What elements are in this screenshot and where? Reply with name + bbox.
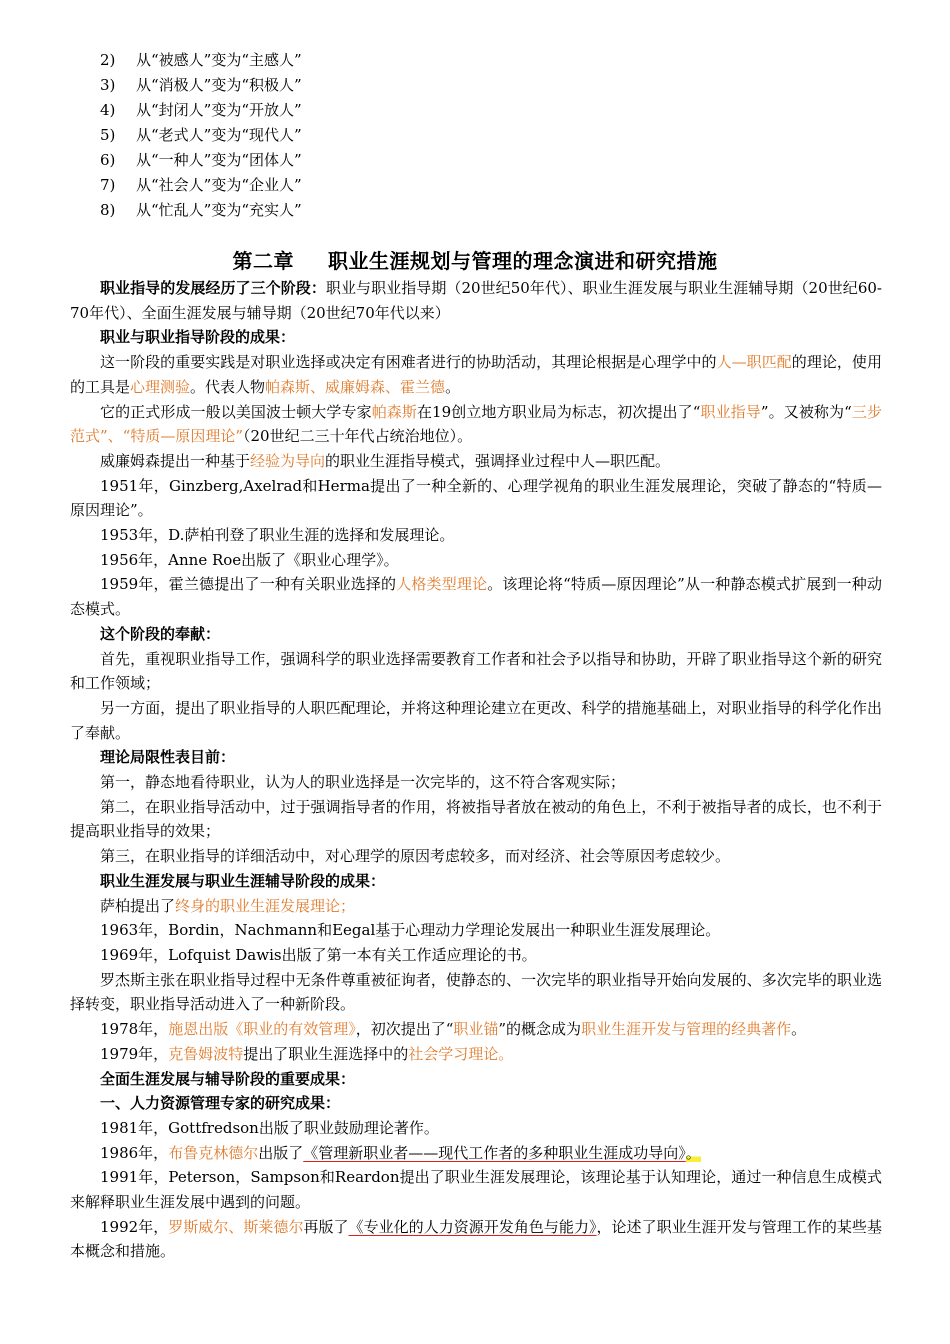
text-run: 罗杰斯主张在职业指导过程中无条件尊重被征询者，使静态的、一次完毕的职业指导开始向发展的、多次完毕的职业选择转变，职业指导活动进入了一种新阶段。 (70, 970, 882, 1014)
text-run: ，初次提出了“ (355, 1020, 454, 1039)
list-item (100, 123, 500, 148)
text-run: 1986年， (100, 1143, 169, 1162)
text-run: 的理论，使用的工具是 (70, 353, 882, 396)
chapter-title: 职业生涯规划与管理的理念演进和研究措施 (328, 249, 718, 273)
text-run: 再版了 (303, 1217, 349, 1236)
paragraph (70, 1067, 882, 1092)
text-run: 第二，在职业指导活动中，过于强调指导者的作用，将被指导者放在被动的角色上，不利于被指导者的成长，也不利于提高职业指导的效果； (70, 797, 882, 841)
paragraph (70, 400, 882, 449)
text-run: 1951年，Ginzberg,Axelrad和Herma提出了一种全新的、心理学视角的职业生涯发展理论，突破了静态的“特质—原因理论”。 (70, 476, 882, 520)
list-item-number: 2) (100, 51, 116, 69)
text-run: 1979年， (100, 1044, 169, 1063)
text-run: 1981年，Gottfredson出版了职业鼓励理论著作。 (100, 1118, 439, 1137)
paragraph (70, 572, 882, 621)
highlighted-term: 人格类型理论 (396, 575, 488, 594)
list-item-text: 从“消极人”变为“积极人” (136, 76, 302, 94)
text-run: 首先，重视职业指导工作，强调科学的职业选择需要教育工作者和社会予以指导和协助，开辟了职业指导这个新的研究和工作领域； (70, 649, 882, 693)
paragraph (70, 770, 882, 795)
text-run: （20世纪二三十年代占统治地位）。 (243, 427, 473, 446)
highlighted-term: 人—职匹配 (716, 353, 792, 372)
text-run: 第三，在职业指导的详细活动中，对心理学的原因考虑较多，而对经济、社会等原因考虑较少。 (100, 847, 731, 866)
highlighted-term: 克鲁姆波特 (168, 1044, 244, 1063)
chapter-number: 第二章 (232, 249, 294, 273)
list-item-number: 8) (100, 201, 116, 219)
highlighted-term: 布鲁克林德尔 (168, 1143, 259, 1162)
text-run: 1978年， (100, 1020, 169, 1039)
chapter-heading (0, 248, 950, 274)
paragraph (70, 869, 882, 894)
list-item-text: 从“封闭人”变为“开放人” (136, 101, 302, 119)
highlighted-term: 终身的职业生涯发展理论； (175, 896, 356, 915)
bold-text: 全面生涯发展与辅导阶段的重要成果： (100, 1069, 356, 1088)
paragraph (70, 795, 882, 844)
text-run: ，论述了职业生涯开发与管理工作的某些基本概念和措施。 (70, 1217, 882, 1261)
highlighted-term: 社会学习理论。 (408, 1044, 514, 1063)
list-item-number: 3) (100, 76, 116, 94)
bold-text: 理论局限性表目前： (100, 748, 236, 767)
highlight-mark: 。 (685, 1143, 701, 1162)
numbered-list (100, 48, 500, 223)
text-run: 1956年，Anne Roe出版了《职业心理学》。 (100, 550, 399, 569)
paragraph (70, 276, 882, 325)
underlined-title: 《专业化的人力资源开发角色与能力》 (348, 1217, 597, 1236)
bold-text: 这个阶段的奉献： (100, 624, 221, 643)
text-run: 它的正式形成一般以美国波士顿大学专家 (100, 402, 372, 421)
highlighted-term: 职业锚 (453, 1020, 499, 1039)
highlighted-term: 帕森斯 (371, 402, 417, 421)
highlighted-term: 心理测验 (130, 377, 191, 396)
paragraph (70, 918, 882, 943)
paragraph (70, 1017, 882, 1042)
list-item-number: 5) (100, 126, 116, 144)
text-run: ”。又被称为“ (760, 402, 852, 421)
list-item-text: 从“忙乱人”变为“充实人” (136, 201, 302, 219)
list-item (100, 48, 500, 73)
list-item-text: 从“一种人”变为“团体人” (136, 151, 302, 169)
paragraph (70, 1141, 882, 1166)
text-run: 1969年，Lofquist Dawis出版了第一本有关工作适应理论的书。 (100, 945, 537, 964)
text-run: ”的概念成为 (498, 1020, 582, 1039)
text-run: 1963年，Bordin，Nachmann和Eegal基于心理动力学理论发展出一种职业生涯发展理论。 (100, 921, 721, 940)
paragraph (70, 1042, 882, 1067)
highlighted-term: 经验为导向 (250, 451, 326, 470)
highlighted-term: 三步范式”、“特质—原因理论” (70, 402, 882, 446)
highlighted-term: 职业生涯开发与管理的经典著作 (581, 1020, 792, 1039)
text-run: 第一，静态地看待职业，认为人的职业选择是一次完毕的，这不符合客观实际； (100, 773, 626, 792)
list-item (100, 173, 500, 198)
text-run: 出版了 (258, 1143, 304, 1162)
text-run: 在19创立地方职业局为标志，初次提出了“ (416, 402, 701, 421)
text-run: 1991年，Peterson，Sampson和Reardon提出了职业生涯发展理论，该理论基于认知理论，通过一种信息生成模式来解释职业生涯发展中遇到的问题。 (70, 1168, 882, 1212)
text-run: 。 (445, 377, 461, 396)
paragraph (70, 1165, 882, 1214)
bold-text: 一、人力资源管理专家的研究成果： (100, 1094, 341, 1113)
bold-text: 职业与职业指导阶段的成果： (100, 328, 296, 347)
text-run: 。代表人物 (190, 377, 266, 396)
text-run: 另一方面，提出了职业指导的人职匹配理论，并将这种理论建立在更改、科学的措施基础上，对职业指导的科学化作出了奉献。 (70, 698, 882, 742)
text-run: 职业与职业指导期（20世纪50年代）、职业生涯发展与职业生涯辅导期（20世纪60-70年代）、全面生涯发展与辅导期（20世纪70年代以来） (70, 279, 882, 322)
text-run: 的职业生涯指导模式，强调择业过程中人—职匹配。 (325, 451, 671, 470)
list-item-text: 从“老式人”变为“现代人” (136, 126, 302, 144)
list-item (100, 98, 500, 123)
text-run: 这一阶段的重要实践是对职业选择或决定有困难者进行的协助活动，其理论根据是心理学中的 (100, 353, 717, 372)
paragraph (70, 696, 882, 745)
paragraph (70, 844, 882, 869)
text-run: 1959年，霍兰德提出了一种有关职业选择的 (100, 575, 397, 594)
text-run: 萨柏提出了 (100, 896, 176, 915)
paragraph (70, 350, 882, 399)
list-item (100, 73, 500, 98)
paragraph (70, 523, 882, 548)
list-item-number: 6) (100, 151, 116, 169)
paragraph (70, 943, 882, 968)
text-run: 。该理论将“特质—原因理论”从一种静态模式扩展到一种动态模式。 (70, 575, 882, 619)
bold-text: 职业指导的发展经历了三个阶段： (100, 279, 326, 297)
paragraph (70, 548, 882, 573)
paragraph (70, 325, 882, 350)
paragraph (70, 622, 882, 647)
text-run: 提出了职业生涯选择中的 (243, 1044, 409, 1063)
highlighted-term: 职业指导 (700, 402, 761, 421)
highlighted-term: 施恩出版《职业的有效管理》 (168, 1020, 356, 1039)
chapter-body (70, 276, 882, 1264)
list-item (100, 148, 500, 173)
text-run: 。 (791, 1020, 807, 1039)
paragraph (70, 968, 882, 1017)
list-item-number: 4) (100, 101, 116, 119)
list-item-text: 从“被感人”变为“主感人” (136, 51, 302, 69)
paragraph (70, 1091, 882, 1116)
text-run: 1953年，D.萨柏刊登了职业生涯的选择和发展理论。 (100, 526, 455, 545)
paragraph (70, 894, 882, 919)
bold-text: 职业生涯发展与职业生涯辅导阶段的成果： (100, 871, 386, 890)
list-item (100, 198, 500, 223)
text-run: 1992年， (100, 1217, 169, 1236)
highlighted-term: 罗斯威尔、斯莱德尔 (168, 1217, 304, 1236)
underlined-title: 《管理新职业者——现代工作者的多种职业生涯成功导向》 (303, 1143, 686, 1162)
list-item-text: 从“社会人”变为“企业人” (136, 176, 302, 194)
paragraph (70, 1215, 882, 1264)
text-run: 威廉姆森提出一种基于 (100, 451, 251, 470)
paragraph (70, 1116, 882, 1141)
highlighted-term: 帕森斯、威廉姆森、霍兰德 (265, 377, 446, 396)
list-item-number: 7) (100, 176, 116, 194)
paragraph (70, 474, 882, 523)
paragraph (70, 647, 882, 696)
paragraph (70, 449, 882, 474)
paragraph (70, 745, 882, 770)
